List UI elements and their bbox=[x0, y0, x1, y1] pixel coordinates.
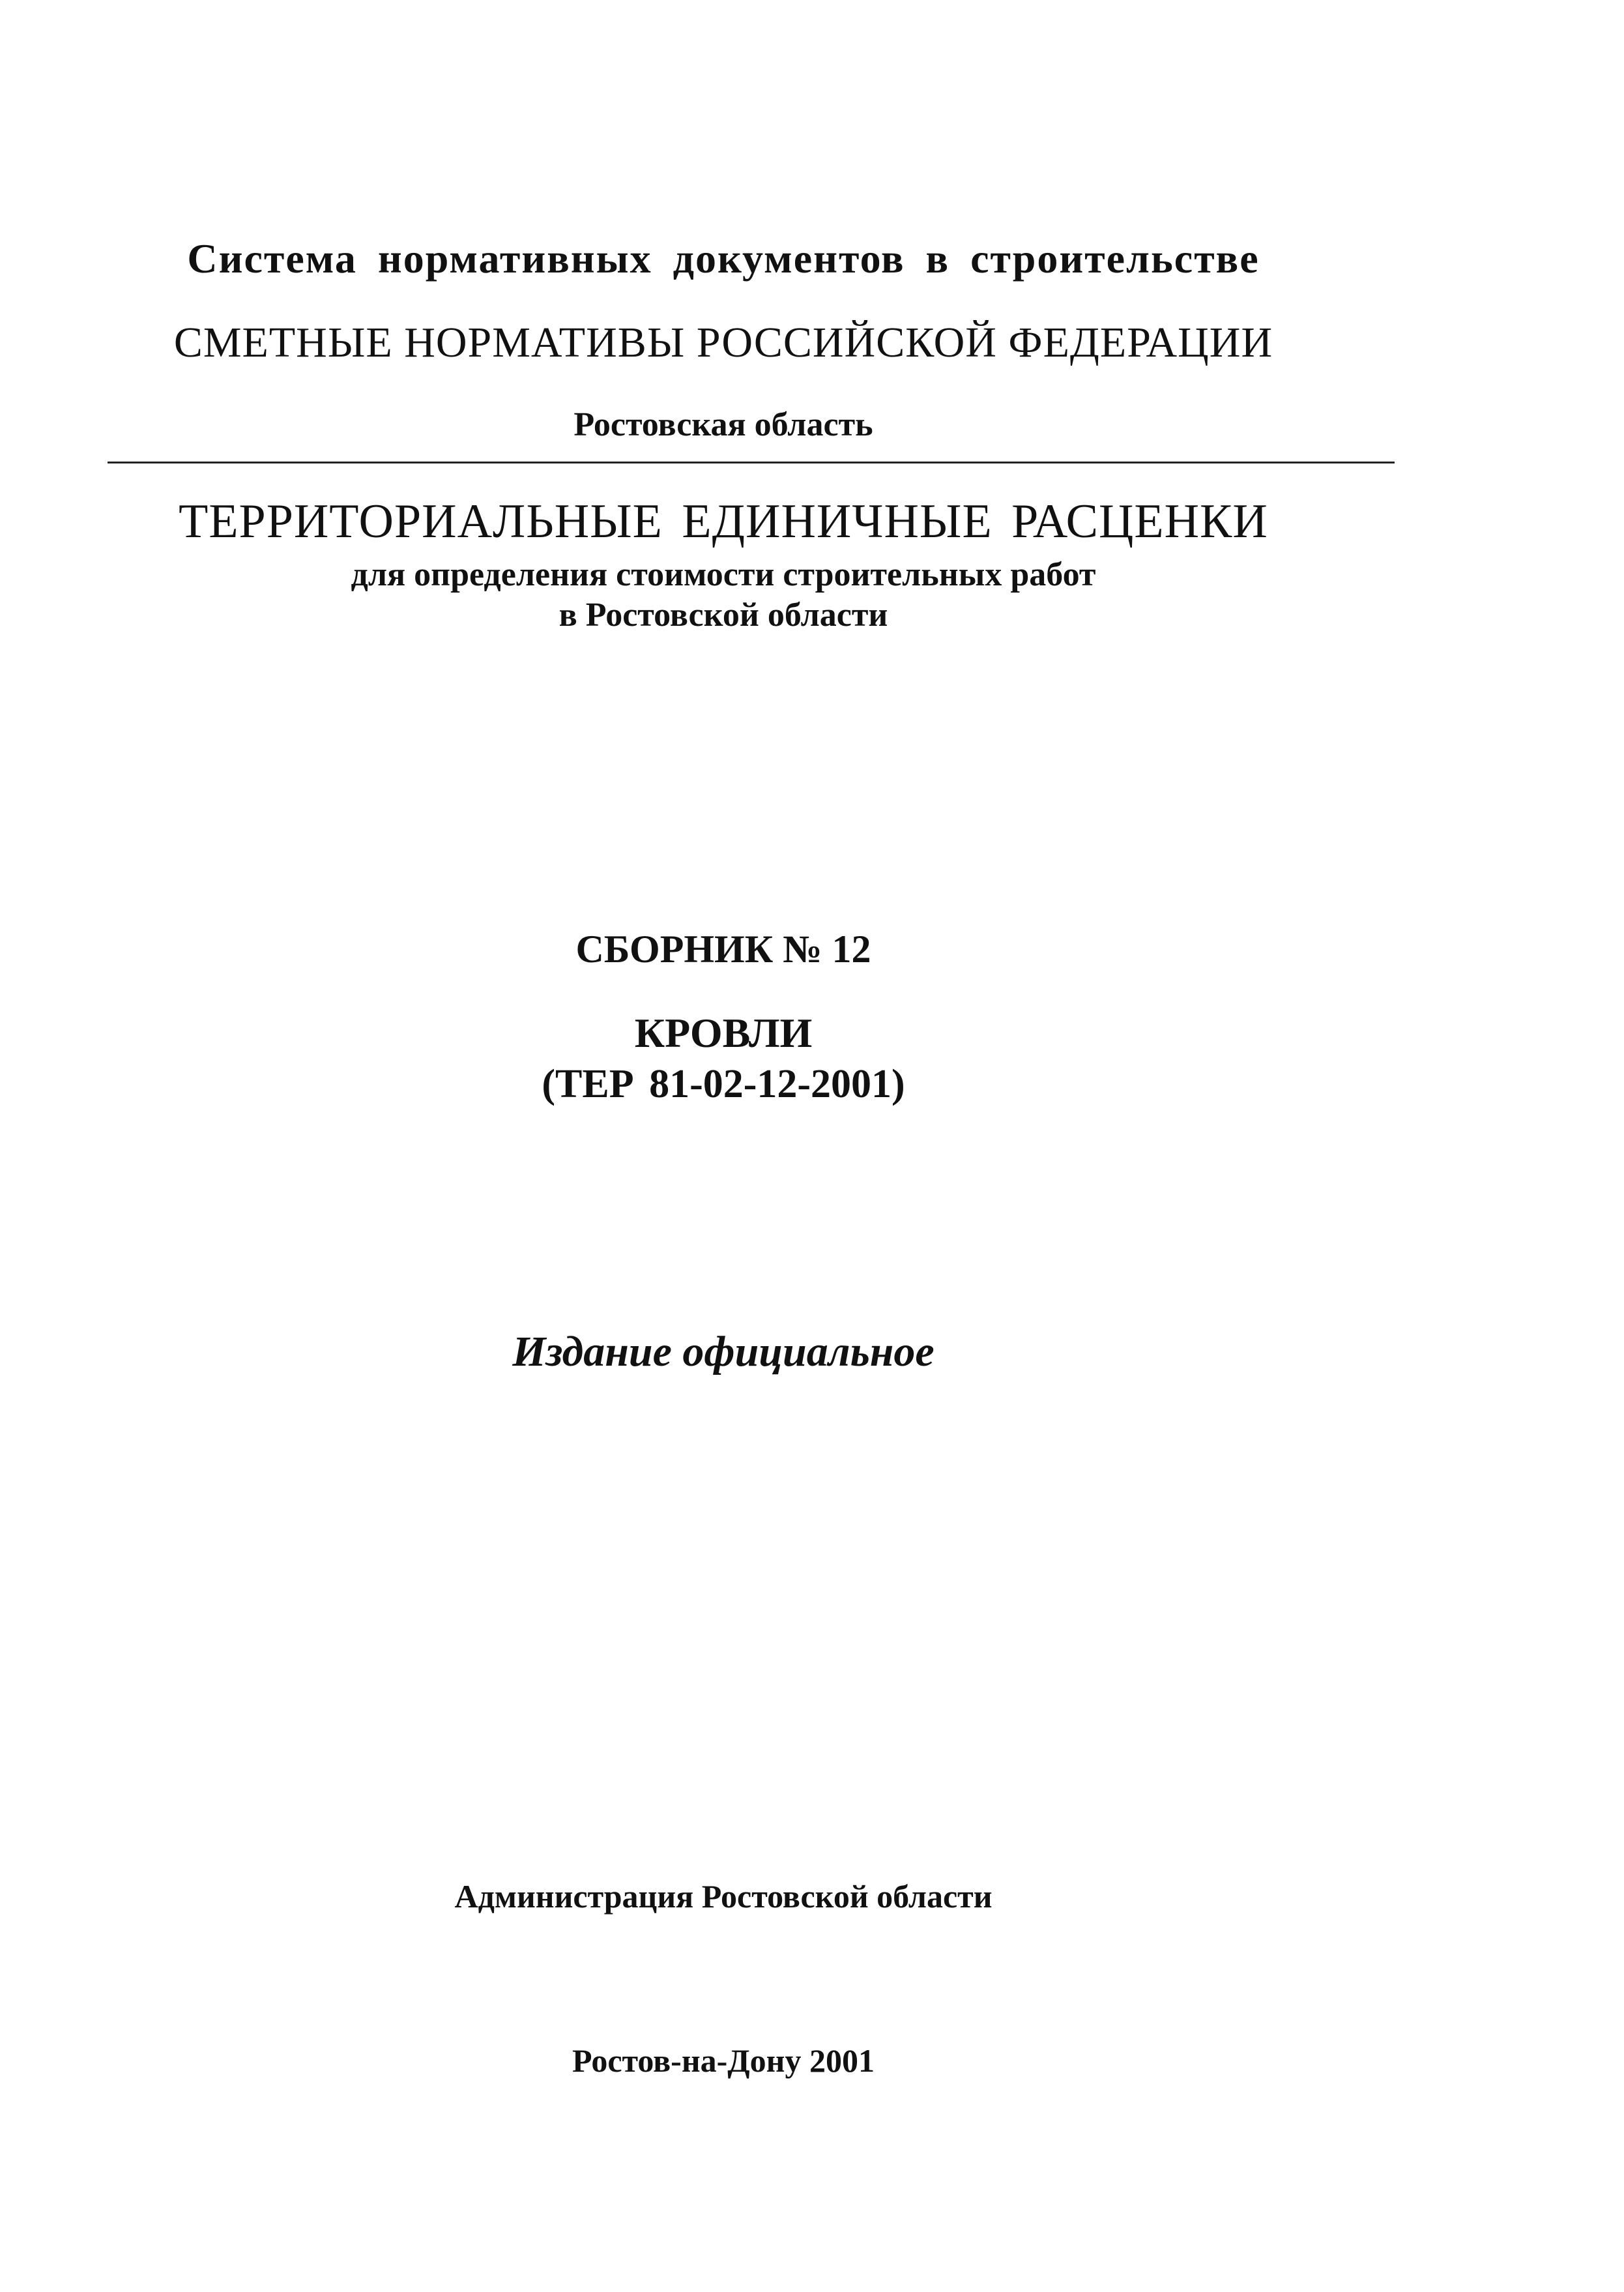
system-title: Система нормативных документов в строительстве bbox=[187, 235, 1260, 282]
collection-code: (ТЕР 81-02-12-2001) bbox=[542, 1062, 905, 1106]
collection-name: КРОВЛИ bbox=[634, 1010, 813, 1056]
region-name: Ростовская область bbox=[573, 406, 873, 443]
publisher: Администрация Ростовской области bbox=[454, 1878, 993, 1915]
norms-title: СМЕТНЫЕ НОРМАТИВЫ РОССИЙСКОЙ ФЕДЕРАЦИИ bbox=[173, 319, 1273, 366]
subtitle-line-1: для определения стоимости строительных работ bbox=[351, 556, 1096, 593]
collection-number: СБОРНИК № 12 bbox=[575, 928, 871, 971]
horizontal-divider bbox=[108, 462, 1395, 463]
subtitle-line-2: в Ростовской области bbox=[558, 596, 888, 634]
edition-label: Издание официальное bbox=[512, 1328, 935, 1375]
city-year: Ростов-на-Дону 2001 bbox=[572, 2042, 875, 2079]
main-title: ТЕРРИТОРИАЛЬНЫЕ ЕДИНИЧНЫЕ РАСЦЕНКИ bbox=[179, 495, 1268, 548]
